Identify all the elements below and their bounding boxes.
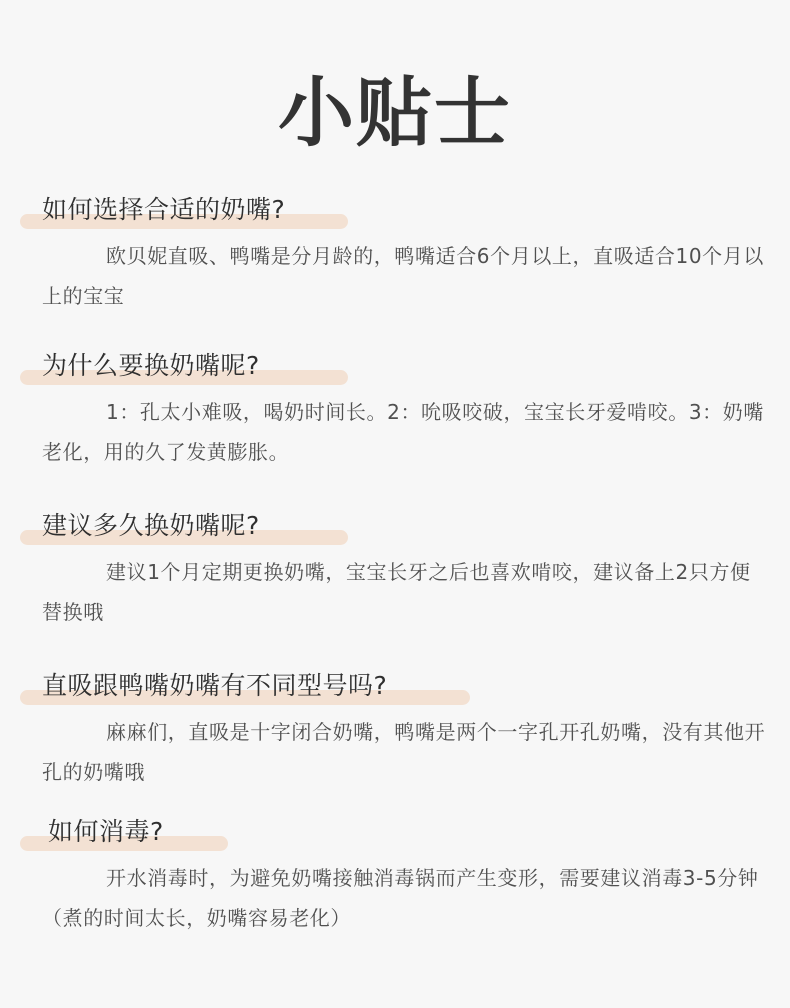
answer-text: 开水消毒时，为避免奶嘴接触消毒锅而产生变形，需要建议消毒3-5分钟（煮的时间太长，奶嘴容易老化） — [42, 866, 759, 930]
answer-text: 麻麻们，直吸是十字闭合奶嘴，鸭嘴是两个一字孔开孔奶嘴，没有其他开孔的奶嘴哦 — [42, 720, 766, 784]
answer-text: 欧贝妮直吸、鸭嘴是分月龄的，鸭嘴适合6个月以上，直吸适合10个月以上的宝宝 — [42, 244, 764, 308]
question-text: 建议多久换奶嘴呢? — [42, 511, 260, 540]
question-text: 为什么要换奶嘴呢? — [42, 351, 260, 380]
answer-text: 1：孔太小难吸，喝奶时间长。2：吮吸咬破，宝宝长牙爱啃咬。3：奶嘴老化，用的久了发黄膨胀。 — [42, 400, 764, 464]
question-text: 直吸跟鸭嘴奶嘴有不同型号吗? — [42, 671, 388, 700]
page-title: 小贴士 — [278, 68, 512, 157]
answer-text: 建议1个月定期更换奶嘴，宝宝长牙之后也喜欢啃咬，建议备上2只方便替换哦 — [42, 560, 751, 624]
question-text: 如何消毒? — [48, 817, 164, 846]
question-text: 如何选择合适的奶嘴? — [42, 195, 286, 224]
